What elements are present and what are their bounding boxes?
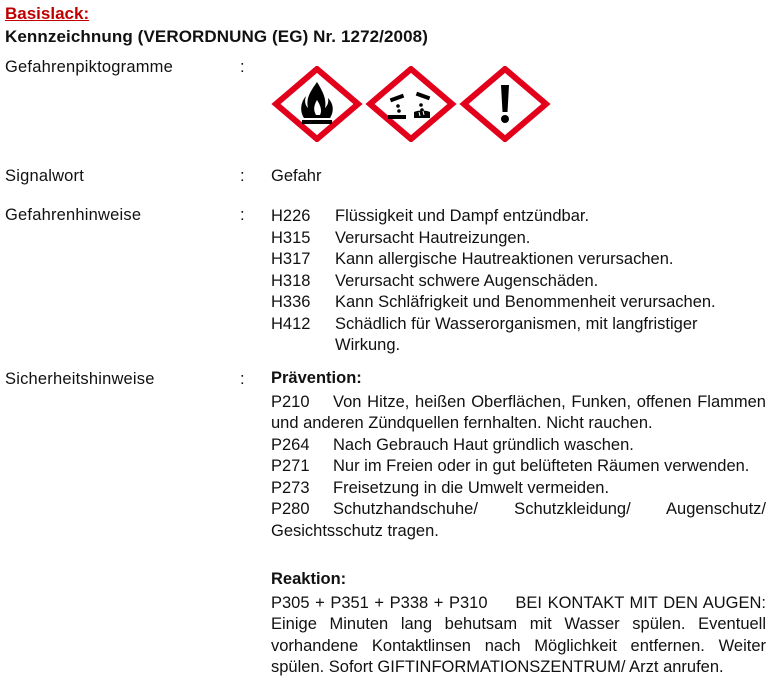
hazard-text: Kann Schläfrigkeit und Benommenheit verursachen. [335,293,716,311]
precaution-code: P273 [271,478,310,497]
hazard-text: Flüssigkeit und Dampf entzündbar. [335,207,590,225]
hazard-code: H317 [271,250,311,268]
precaution-text: Nur im Freien oder in gut belüfteten Räumen verwenden. [333,457,750,475]
hazard-code: H336 [271,293,311,311]
precaution-text: BEI KONTAKT MIT DEN AUGEN: Einige Minuten lang behutsam mit Wasser spülen. Eventuell vorhandene Kontaktlinsen nach Möglichkeit entfernen. Weiter spülen. Sofort GIFTINFORMATIONSZENTRUM/ Arzt anrufen. [271,593,767,676]
list-item [271,478,766,500]
corrosion-icon [364,66,458,142]
reaction-section [271,569,766,679]
prevention-heading: Prävention: [271,369,362,387]
precaution-text: Nach Gebrauch Haut gründlich waschen. [333,435,634,454]
list-item [271,228,766,250]
hazard-text: Kann allergische Hautreaktionen verursachen. [335,250,674,268]
signal-word-label: Signalwort [5,167,85,185]
hazard-text: Schädlich für Wasserorganismen, mit langfristiger Wirkung. [335,314,698,354]
hazard-code: H318 [271,271,311,290]
precaution-text: Von Hitze, heißen Oberflächen, Funken, offenen Flammen und anderen Zündquellen fernhalten. Nicht rauchen. [271,392,766,432]
list-item [271,499,766,542]
list-item [271,392,766,435]
precaution-code: P280 [271,500,310,518]
list-item [271,435,766,457]
precaution-code: P271 [271,457,310,475]
pictograms-label: Gefahrenpiktogramme [5,58,173,76]
precautionary-statements-colon: : [240,370,245,388]
exclamation-mark-icon [458,66,552,142]
precaution-code: P210 [271,392,310,411]
list-item [271,314,766,357]
hazard-statements-colon: : [240,206,245,224]
hazard-text: Verursacht Hautreizungen. [335,228,531,247]
list-item [271,593,766,679]
pictograms-colon: : [240,58,245,76]
pictogram-row [270,66,552,142]
prevention-section [271,368,766,542]
list-item [271,206,766,228]
precautionary-statements-label: Sicherheitshinweise [5,370,155,388]
precaution-text: Schutzhandschuhe/ Schutzkleidung/ Augenschutz/ Gesichtsschutz tragen. [271,500,766,540]
flame-icon [270,66,364,142]
reaction-heading: Reaktion: [271,570,347,588]
precaution-text: Freisetzung in die Umwelt vermeiden. [333,478,610,497]
hazard-text: Verursacht schwere Augenschäden. [335,271,599,290]
list-item [271,249,766,271]
list-item [271,456,766,478]
list-item [271,292,766,314]
hazard-code: H315 [271,228,311,247]
hazard-code: H412 [271,314,311,333]
page-title: Kennzeichnung (VERORDNUNG (EG) Nr. 1272/2008) [5,27,428,46]
hazard-statements-label: Gefahrenhinweise [5,206,142,224]
signal-word-value: Gefahr [271,167,322,185]
section-heading: Basislack: [5,4,90,23]
precaution-code: P264 [271,435,310,454]
hazard-code: H226 [271,207,311,225]
list-item [271,271,766,293]
signal-word-colon: : [240,167,245,185]
precaution-code: P305 + P351 + P338 + P310 [271,593,488,612]
hazard-statements-list [271,206,766,357]
